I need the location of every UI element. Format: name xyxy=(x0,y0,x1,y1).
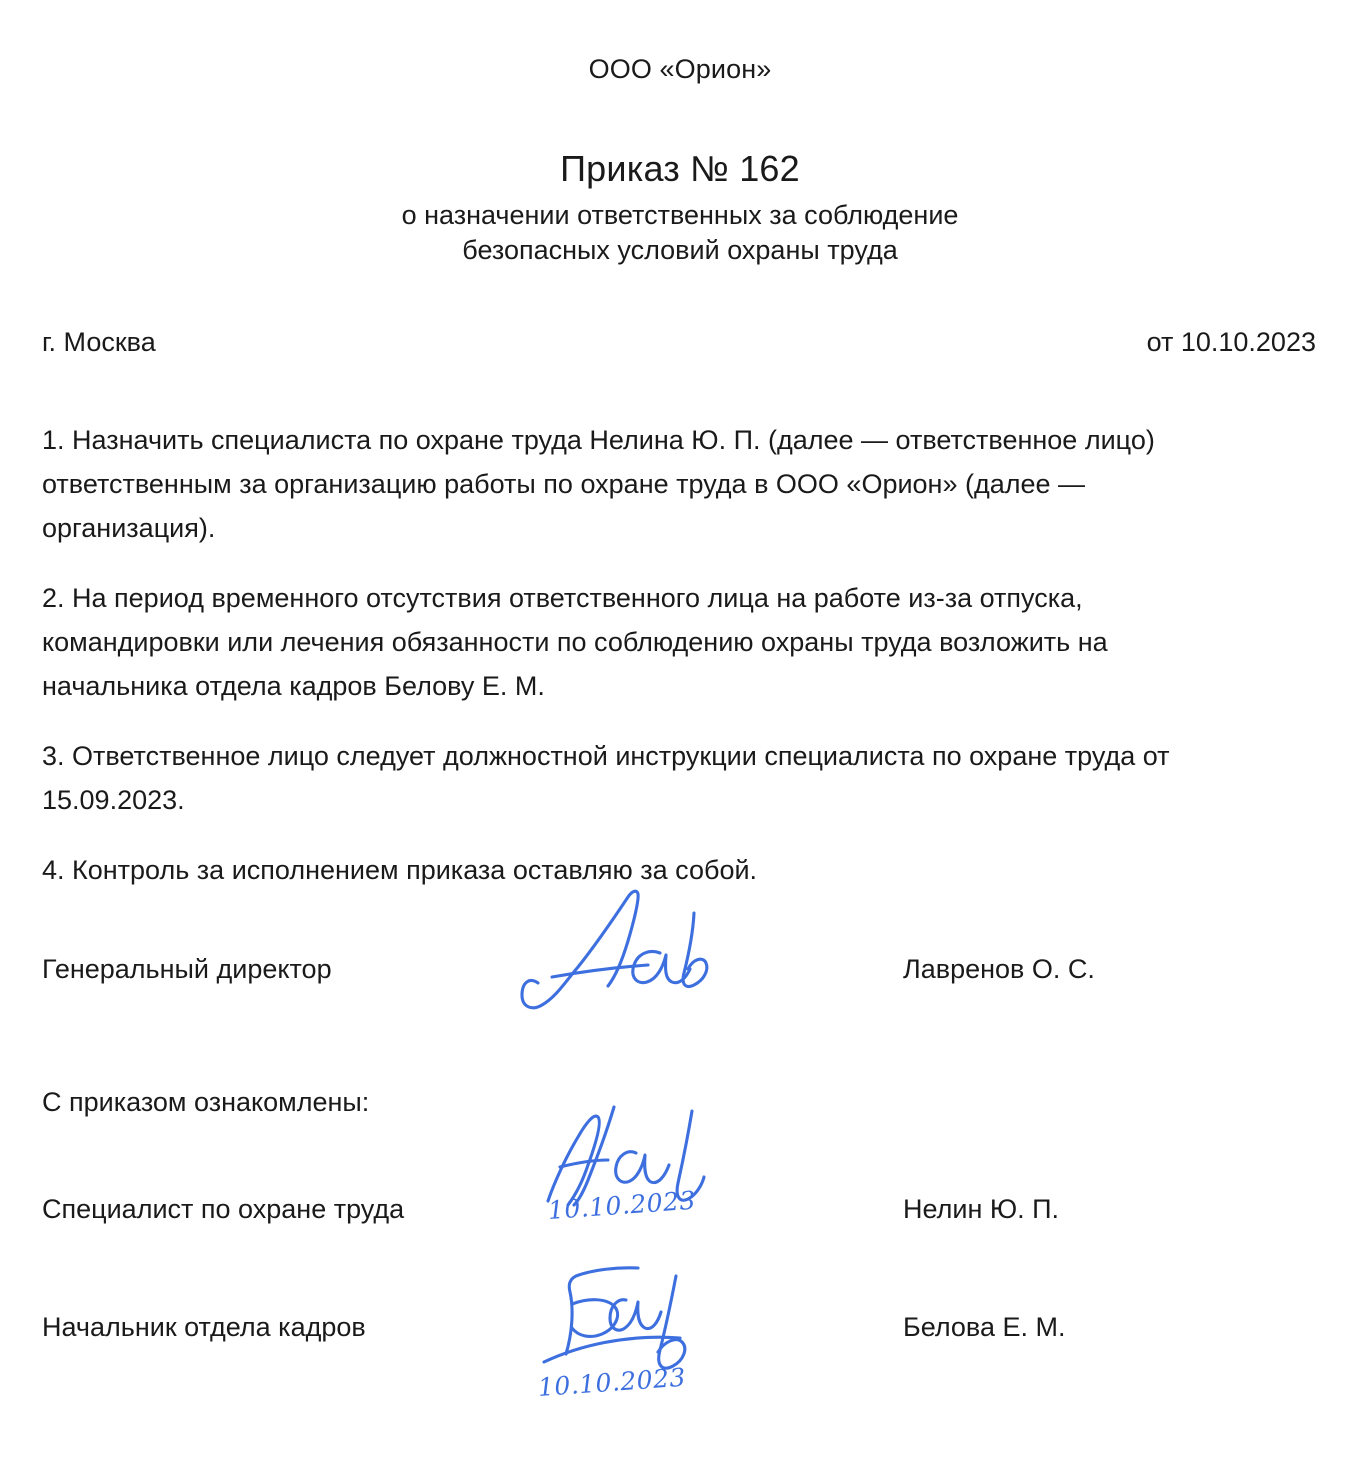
paragraph-2: 2. На период временного отсутствия ответственного лица на работе из-за отпуска, командировки или лечения обязанности по соблюдению охраны труда возложить на начальника отдела кадров Белову Е. М. xyxy=(42,583,1108,701)
document-date: от 10.10.2023 xyxy=(1146,327,1316,357)
paragraph-4: 4. Контроль за исполнением приказа оставляю за собой. xyxy=(42,855,758,885)
document-subtitle xyxy=(0,198,1360,268)
place-and-date-row xyxy=(42,325,1316,359)
signature-role-safety-specialist: Специалист по охране труда xyxy=(42,1194,405,1224)
subtitle-line-2: безопасных условий охраны труда xyxy=(462,235,898,265)
acknowledgement-label: С приказом ознакомлены: xyxy=(42,1087,370,1117)
signature-ink-director xyxy=(516,885,726,1015)
document-body xyxy=(42,418,1222,892)
signature-name-director: Лавренов О. С. xyxy=(903,954,1095,984)
paragraph-3: 3. Ответственное лицо следует должностной инструкции специалиста по охране труда от 15.09.2023. xyxy=(42,741,1170,815)
organization-name: ООО «Орион» xyxy=(588,54,772,84)
subtitle-line-1: о назначении ответственных за соблюдение xyxy=(401,200,959,230)
signature-name-safety-specialist: Нелин Ю. П. xyxy=(903,1194,1060,1224)
signature-role-director: Генеральный директор xyxy=(42,954,332,984)
handwritten-date-hr-head: 10.10.2023 xyxy=(536,1362,687,1402)
handwritten-date-safety-specialist: 10.10.2023 xyxy=(546,1185,697,1225)
city-label: г. Москва xyxy=(42,327,156,357)
signature-name-hr-head: Белова Е. М. xyxy=(903,1312,1066,1342)
page-title: Приказ № 162 xyxy=(560,148,800,189)
signature-role-hr-head: Начальник отдела кадров xyxy=(42,1312,366,1342)
paragraph-1: 1. Назначить специалиста по охране труда Нелина Ю. П. (далее — ответственное лицо) ответственным за организацию работы по охране труда в ООО «Орион» (далее — организация). xyxy=(42,425,1155,543)
